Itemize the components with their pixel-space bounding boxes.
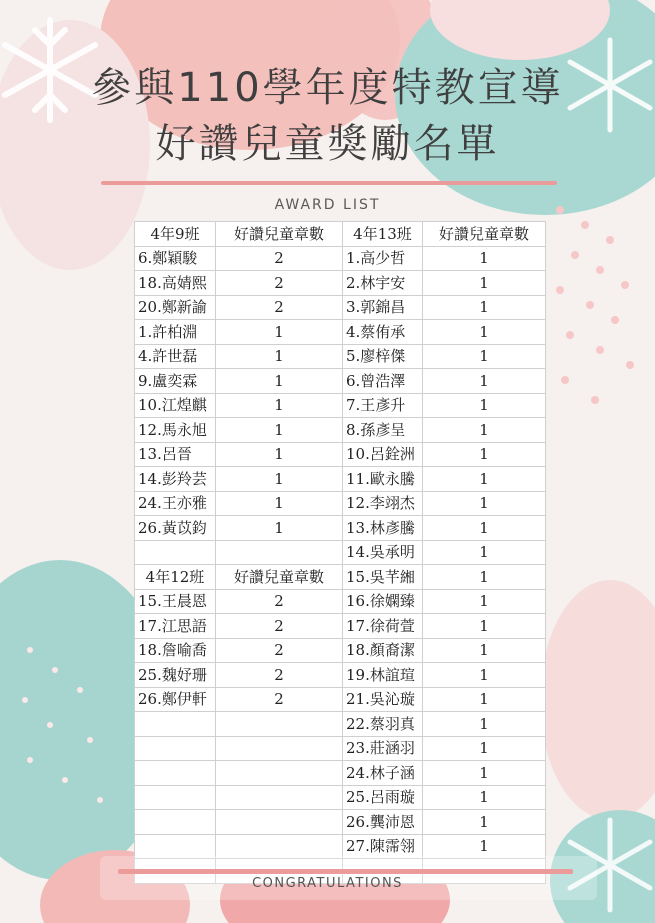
table-cell: 25.呂雨璇 [343, 785, 423, 810]
table-cell: 1 [216, 442, 343, 467]
table-cell: 1 [423, 540, 546, 565]
table-cell: 2 [216, 271, 343, 296]
congratulations-footer: CONGRATULATIONS [252, 876, 403, 891]
table-cell: 13.林彥騰 [343, 516, 423, 541]
table-cell: 1 [423, 295, 546, 320]
award-table [134, 221, 546, 884]
table-cell: 1 [423, 418, 546, 443]
table-cell: 2.林宇安 [343, 271, 423, 296]
table-cell: 20.鄭新諭 [135, 295, 216, 320]
table-cell: 18.顏裔潔 [343, 638, 423, 663]
table-cell: 1 [216, 467, 343, 492]
table-cell: 1 [423, 344, 546, 369]
table-cell: 1 [423, 393, 546, 418]
table-row [135, 516, 546, 541]
award-list-subtitle: AWARD LIST [274, 197, 381, 213]
table-cell [135, 810, 216, 835]
table-row [135, 712, 546, 737]
table-row [135, 540, 546, 565]
table-cell [216, 785, 343, 810]
table-row [135, 810, 546, 835]
table-cell: 7.王彥升 [343, 393, 423, 418]
table-cell: 1 [423, 565, 546, 590]
table-row [135, 491, 546, 516]
table-cell: 1 [423, 369, 546, 394]
table-row [135, 418, 546, 443]
table-cell: 9.盧奕霖 [135, 369, 216, 394]
page-title-line2: 好讚兒童獎勵名單 [155, 121, 500, 167]
table-cell: 1 [216, 344, 343, 369]
table-row [135, 369, 546, 394]
table-cell: 1 [423, 246, 546, 271]
table-cell: 26.黃苡鈞 [135, 516, 216, 541]
table-cell: 26.龔沛恩 [343, 810, 423, 835]
table-cell: 6.曾浩澤 [343, 369, 423, 394]
table-row [135, 222, 546, 247]
table-row [135, 834, 546, 859]
table-cell: 14.吳承明 [343, 540, 423, 565]
table-row [135, 393, 546, 418]
table-cell [216, 712, 343, 737]
table-row [135, 736, 546, 761]
bottom-divider [118, 869, 573, 874]
table-cell: 18.詹喻喬 [135, 638, 216, 663]
table-cell [135, 736, 216, 761]
table-row [135, 467, 546, 492]
table-cell [216, 834, 343, 859]
table-cell: 10.呂銓洲 [343, 442, 423, 467]
table-cell: 1 [216, 418, 343, 443]
table-cell: 1 [423, 736, 546, 761]
table-cell: 1 [423, 491, 546, 516]
top-divider [101, 181, 557, 185]
table-cell: 1 [216, 393, 343, 418]
table-cell: 16.徐嫻臻 [343, 589, 423, 614]
table-cell [135, 834, 216, 859]
table-cell [135, 712, 216, 737]
table-cell: 27.陳霈翎 [343, 834, 423, 859]
table-row [135, 785, 546, 810]
table-cell: 4年12班 [135, 565, 216, 590]
table-row [135, 761, 546, 786]
table-cell: 26.鄭伊軒 [135, 687, 216, 712]
table-cell: 1 [423, 810, 546, 835]
table-cell: 12.馬永旭 [135, 418, 216, 443]
table-cell: 12.李翊杰 [343, 491, 423, 516]
table-row [135, 246, 546, 271]
table-cell: 好讚兒童章數 [423, 222, 546, 247]
table-cell [216, 736, 343, 761]
table-cell: 2 [216, 295, 343, 320]
table-cell: 6.鄭穎駿 [135, 246, 216, 271]
table-cell: 5.廖梓傑 [343, 344, 423, 369]
table-cell: 3.郭錦昌 [343, 295, 423, 320]
table-row [135, 589, 546, 614]
table-cell: 1 [423, 761, 546, 786]
table-cell: 1 [216, 320, 343, 345]
award-table-body [135, 222, 546, 884]
table-cell [216, 540, 343, 565]
table-cell: 24.林子涵 [343, 761, 423, 786]
table-cell: 17.徐荷萱 [343, 614, 423, 639]
table-cell: 23.莊涵羽 [343, 736, 423, 761]
table-cell: 21.吳沁璇 [343, 687, 423, 712]
table-cell: 1 [423, 614, 546, 639]
table-cell [216, 810, 343, 835]
table-cell: 25.魏妤珊 [135, 663, 216, 688]
table-cell: 1 [423, 516, 546, 541]
table-row [135, 344, 546, 369]
table-cell: 4年13班 [343, 222, 423, 247]
table-cell: 2 [216, 589, 343, 614]
table-cell [135, 785, 216, 810]
page-title-line1: 參與110學年度特教宣導 [91, 65, 564, 111]
table-row [135, 638, 546, 663]
table-cell: 1 [423, 271, 546, 296]
table-row [135, 320, 546, 345]
table-cell: 1 [423, 589, 546, 614]
table-cell: 18.高婧熙 [135, 271, 216, 296]
table-cell: 好讚兒童章數 [216, 565, 343, 590]
table-cell: 1 [423, 442, 546, 467]
table-cell: 1 [423, 467, 546, 492]
table-cell: 2 [216, 614, 343, 639]
table-cell: 1 [423, 663, 546, 688]
table-cell: 14.彭羚芸 [135, 467, 216, 492]
table-cell: 1 [423, 712, 546, 737]
table-cell: 1 [423, 834, 546, 859]
table-cell: 1 [423, 687, 546, 712]
table-cell [216, 761, 343, 786]
table-row [135, 271, 546, 296]
table-cell: 1.高少哲 [343, 246, 423, 271]
table-cell: 4.許世磊 [135, 344, 216, 369]
table-row [135, 614, 546, 639]
table-row [135, 295, 546, 320]
table-cell: 2 [216, 246, 343, 271]
table-cell: 1 [423, 638, 546, 663]
table-cell: 22.蔡羽真 [343, 712, 423, 737]
table-cell [135, 540, 216, 565]
table-cell: 4年9班 [135, 222, 216, 247]
table-cell: 4.蔡侑承 [343, 320, 423, 345]
table-cell: 1.許柏淵 [135, 320, 216, 345]
table-cell: 1 [216, 516, 343, 541]
table-row [135, 442, 546, 467]
table-cell: 1 [216, 491, 343, 516]
table-row [135, 565, 546, 590]
table-cell: 10.江煌麒 [135, 393, 216, 418]
table-cell: 1 [423, 320, 546, 345]
table-row [135, 687, 546, 712]
table-cell: 17.江思語 [135, 614, 216, 639]
table-cell [135, 761, 216, 786]
table-row [135, 663, 546, 688]
table-cell: 24.王亦雅 [135, 491, 216, 516]
table-cell: 2 [216, 687, 343, 712]
table-cell: 15.王晨恩 [135, 589, 216, 614]
table-cell: 13.呂晉 [135, 442, 216, 467]
table-cell: 2 [216, 663, 343, 688]
table-cell: 19.林誼瑄 [343, 663, 423, 688]
table-cell: 1 [216, 369, 343, 394]
table-cell: 15.吳芊緗 [343, 565, 423, 590]
table-cell: 8.孫彥呈 [343, 418, 423, 443]
table-cell: 1 [423, 785, 546, 810]
table-cell: 好讚兒童章數 [216, 222, 343, 247]
table-cell: 11.歐永騰 [343, 467, 423, 492]
table-cell: 2 [216, 638, 343, 663]
